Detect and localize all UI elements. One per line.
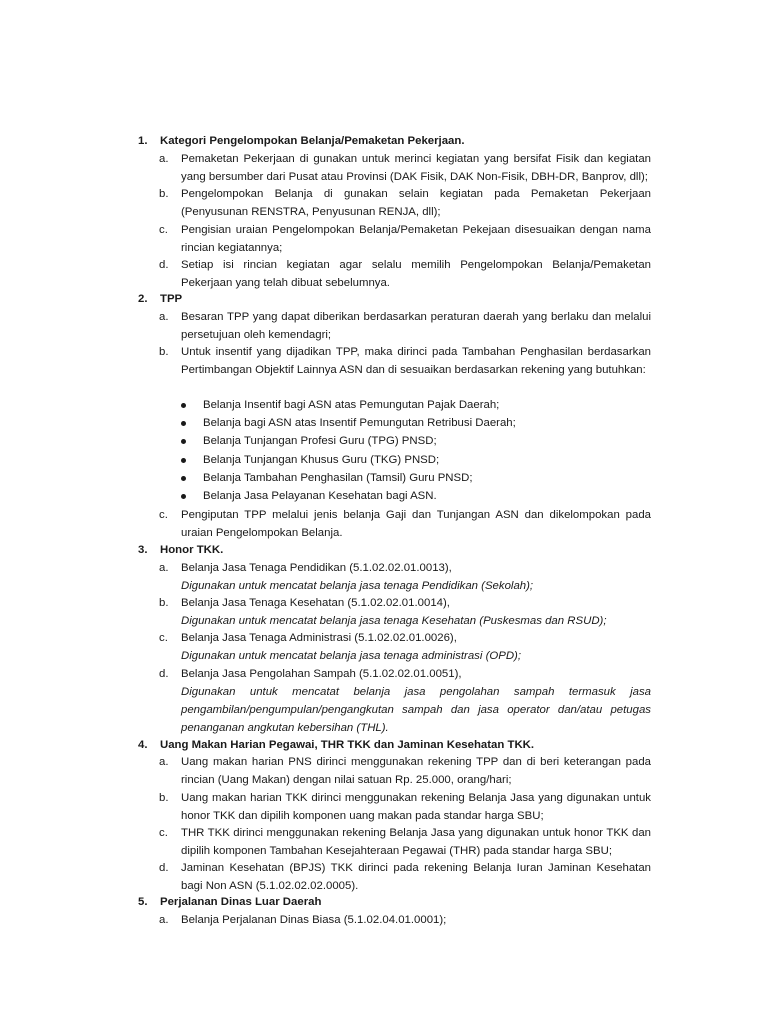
tpp-bullet-item: Belanja Tambahan Penghasilan (Tamsil) Guru PNSD;	[181, 469, 651, 487]
bullet-dot-icon	[181, 494, 186, 499]
section-2-title: 2. TPP	[138, 293, 183, 305]
section-4-title: 4. Uang Makan Harian Pegawai, THR TKK dan Jaminan Kesehatan TKK.	[138, 739, 535, 751]
tpp-bullet-item: Belanja Tunjangan Khusus Guru (TKG) PNSD;	[181, 451, 651, 469]
bullet-dot-icon	[181, 458, 186, 463]
bullet-dot-icon	[181, 476, 186, 481]
document-page: 1. Kategori Pengelompokan Belanja/Pemaketan Pekerjaan. a. Pemaketan Pekerjaan di gunakan untuk merinci kegiatan yang bersifat Fisik dan kegiatan yang bersumber dari Pusat atau Provinsi (DAK Fisik, DAK Non-Fisik, DBH-DR, Banprov, dll); b. Pengelompokan Belanja di gunakan selain kegiatan pada Pemaketan Pekerjaan (Penyusunan RENSTRA, Penyusunan RENJA, dll); c. Pengisian uraian Pengelompokan Belanja/Pemaketan Pekejaan disesuaikan dengan nama rincian kegiatannya; d. Setiap isi rincian kegiatan agar selalu memilih Pengelompokan Belanja/Pemaketan Pekerjaan yang telah dibuat sebelumnya. 2. TPP a. Besaran TPP yang dapat diberikan berdasarkan peraturan daerah yang berlaku dan melalui persetujuan oleh kemendagri; b. Untuk insentif yang dijadikan TPP, maka dirinci pada Tambahan Penghasilan berdasarkan Pertimbangan Objektif Lainnya ASN dan di sesuaikan berdasarkan rekening yang butuhkan: Belanja Insentif bagi ASN atas Pemungutan Pajak Daerah; Belanja bagi ASN atas Insentif Pemungutan Retribusi Daerah; Belanja Tunjangan Profesi Guru (TPG) PNSD; Belanja Tunjangan Khusus Guru (TKG) PNSD; Belanja Tambahan Penghasilan (Tamsil) Guru PNSD; Belanja Jasa Pelayanan Kesehatan bagi ASN. c. Pengiputan TPP melalui jenis belanja Gaji dan Tunjangan ASN dan dikelompokan pada uraian Pengelompokan Belanja. 3. Honor TKK. a. Belanja Jasa Tenaga Pendidikan (5.1.02.02.01.0013), Digunakan untuk mencatat belanja jasa tenaga Pendidikan (Sekolah); b. Belanja Jasa Tenaga Kesehatan (5.1.02.02.01.0014), Digunakan untuk mencatat belanja jasa tenaga Kesehatan (Puskesmas dan RSUD); c. Belanja Jasa Tenaga Administrasi (5.1.02.02.01.0026), Digunakan untuk mencatat belanja jasa tenaga administrasi (OPD); d. Belanja Jasa Pengolahan Sampah (5.1.02.02.01.0051), Digunakan untuk mencatat belanja jasa pengolahan sampah termasuk jasa pengambilan/pengumpulan/pengangkutan sampah dan jasa operator dan/atau petugas penanganan angkutan kebersihan (THL). 4. Uang Makan Harian Pegawai, THR TKK dan Jaminan Kesehatan TKK. a. Uang makan harian PNS dirinci menggunakan rekening TPP dan di beri keterangan pada rincian (Uang Makan) dengan nilai satuan Rp. 25.000, orang/hari; b. Uang makan harian TKK dirinci menggunakan rekening Belanja Jasa yang digunakan untuk honor TKK dan dipilih komponen uang makan pada standar harga SBU; c. THR TKK dirinci menggunakan rekening Belanja Jasa yang digunakan untuk honor TKK dan dipilih komponen Tambahan Kesejahteraan Pegawai (THR) pada standar harga SBU; d. Jaminan Kesehatan (BPJS) TKK dirinci pada rekening Belanja Iuran Jaminan Kesehatan bagi Non ASN (5.1.02.02.02.0005). 5. Perjalanan Dinas Luar Daerah a. Belanja Perjalanan Dinas Biasa (5.1.02.04.01.0001);	[0, 0, 768, 1024]
bullet-dot-icon	[181, 421, 186, 426]
bullet-dot-icon	[181, 403, 186, 408]
tpp-bullet-item: Belanja Jasa Pelayanan Kesehatan bagi ASN.	[181, 487, 651, 505]
section-5-title: 5. Perjalanan Dinas Luar Daerah	[138, 896, 322, 908]
section-3-title: 3. Honor TKK.	[138, 544, 224, 556]
bullet-dot-icon	[181, 439, 186, 444]
tpp-bullet-item: Belanja Insentif bagi ASN atas Pemungutan Pajak Daerah;	[181, 396, 651, 414]
tpp-bullet-item: Belanja bagi ASN atas Insentif Pemungutan Retribusi Daerah;	[181, 414, 651, 432]
tpp-bullet-item: Belanja Tunjangan Profesi Guru (TPG) PNSD;	[181, 432, 651, 450]
section-1-title: 1. Kategori Pengelompokan Belanja/Pemaketan Pekerjaan.	[138, 135, 465, 147]
